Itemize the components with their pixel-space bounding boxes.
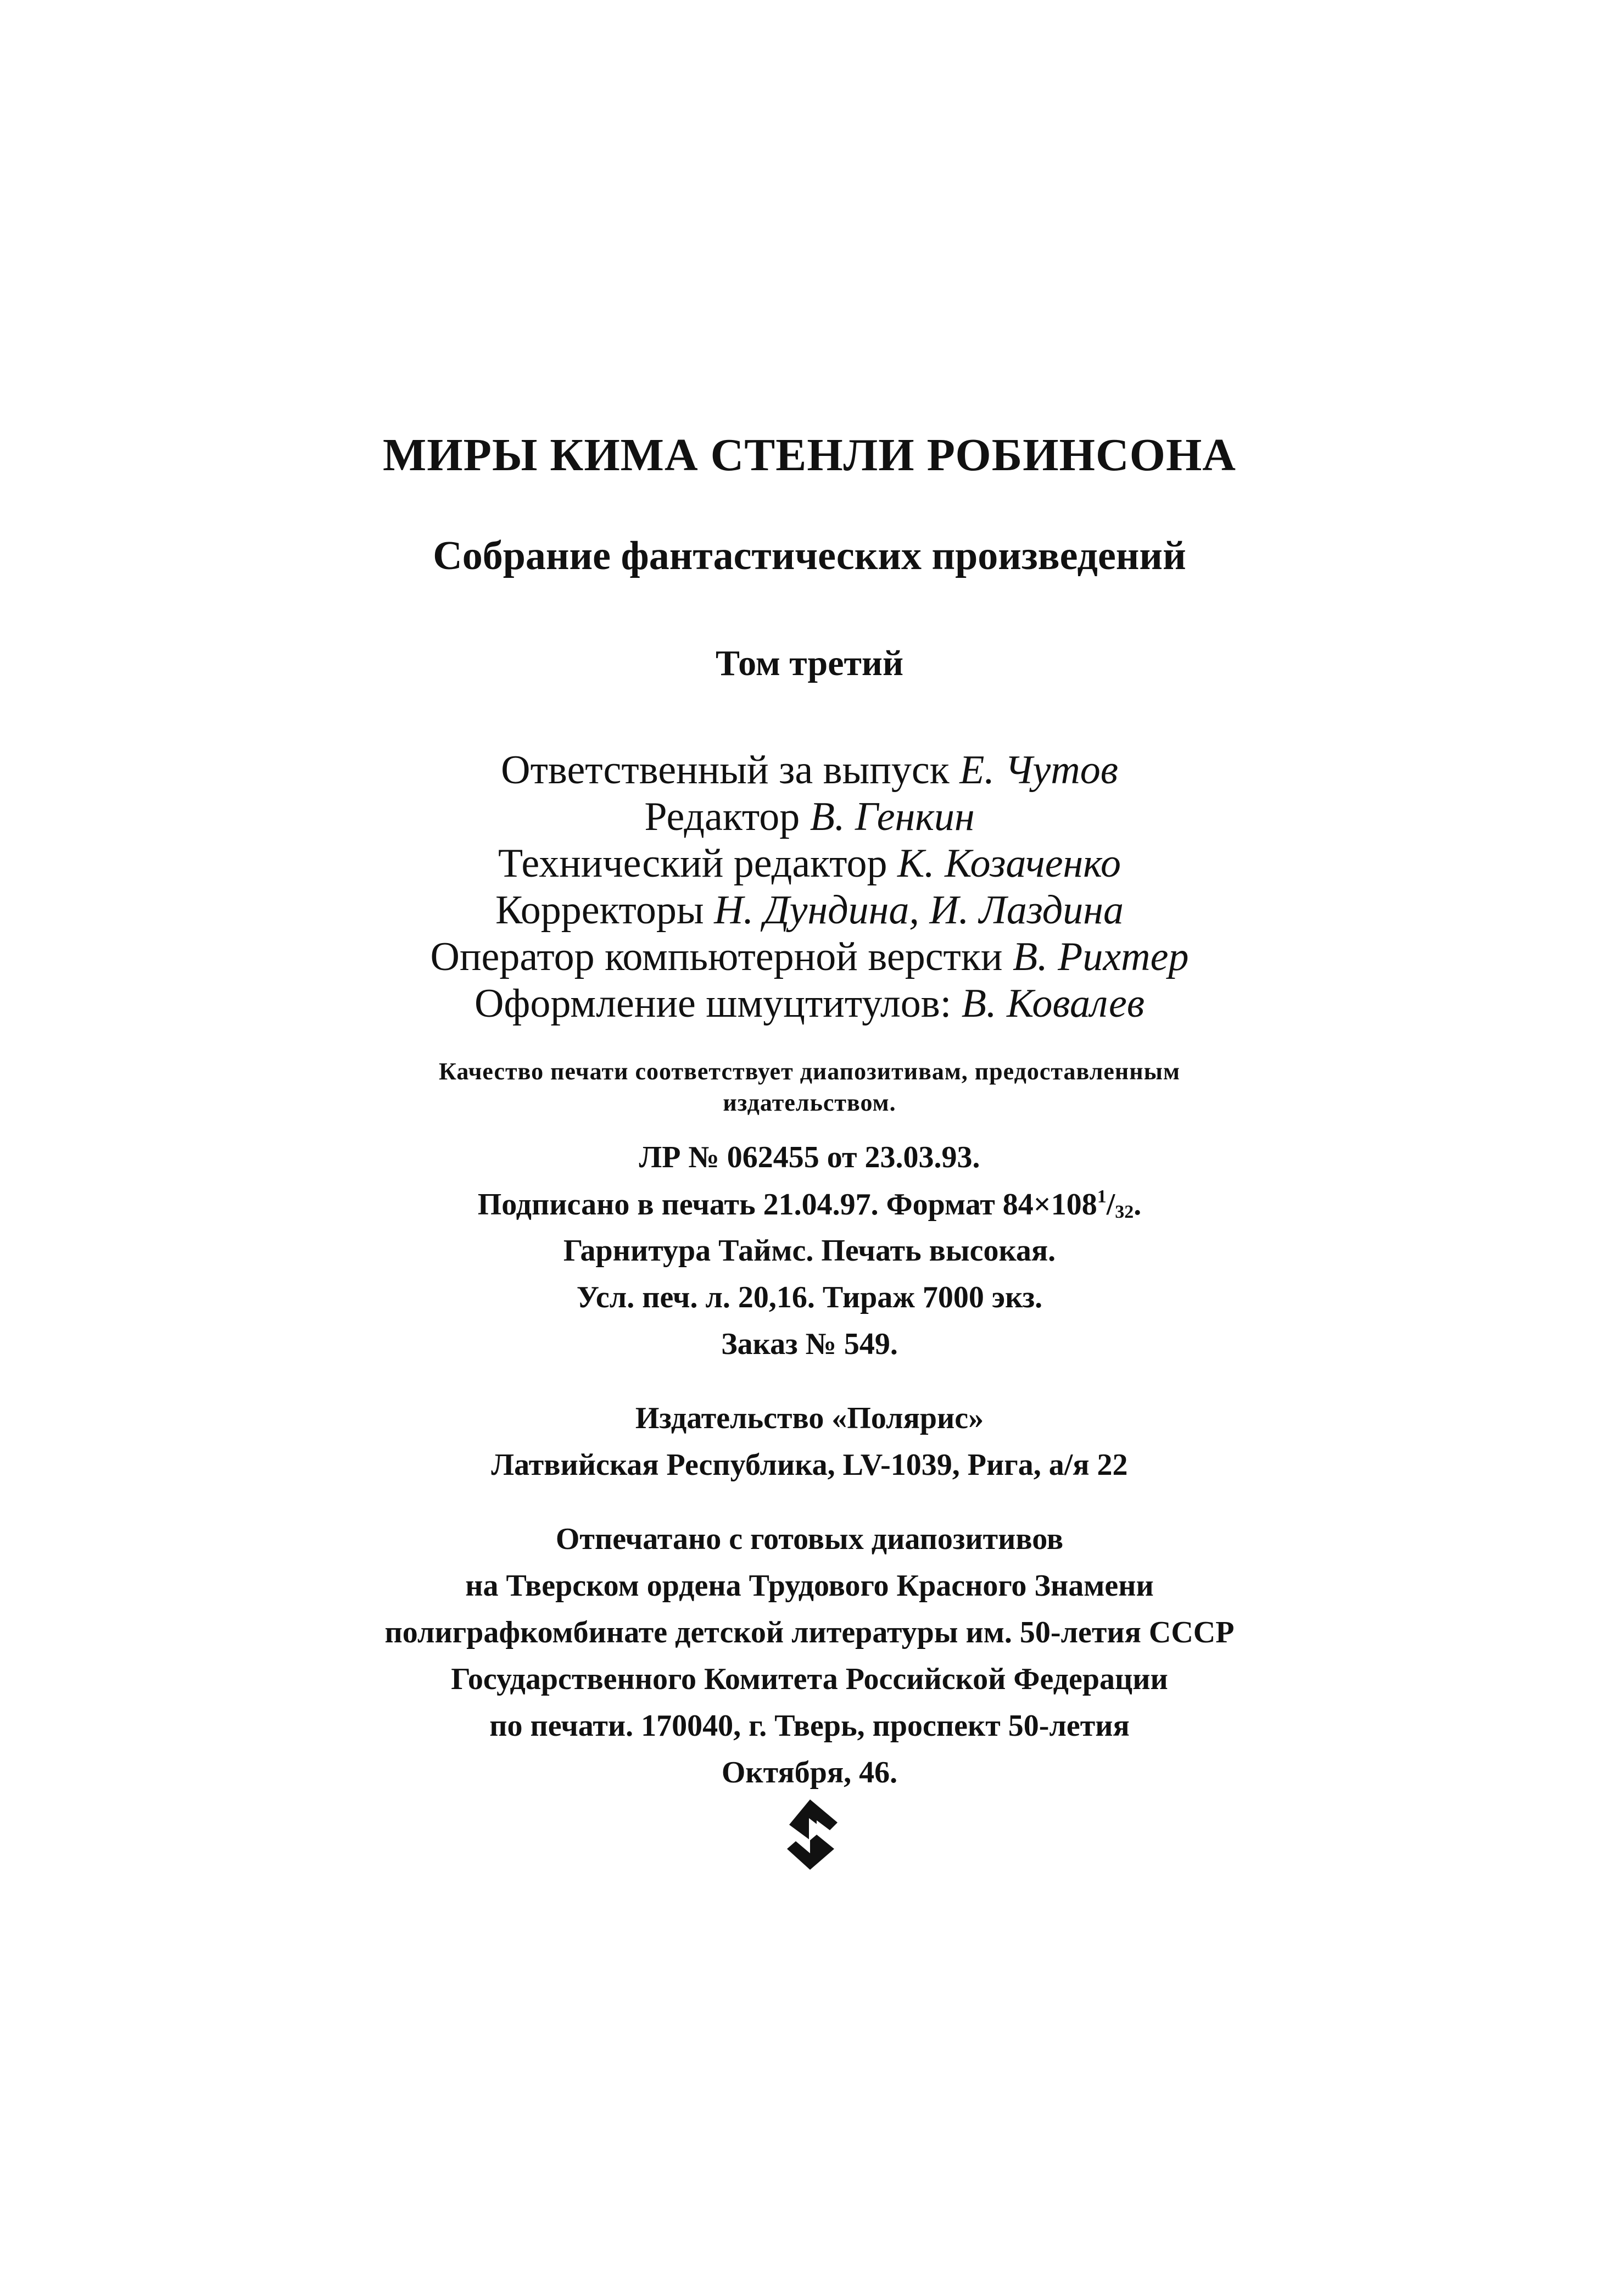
license-line: ЛР № 062455 от 23.03.93. — [639, 1140, 980, 1174]
book-subtitle: Собрание фантастических произведений — [433, 533, 1186, 578]
credit-role: Ответственный за выпуск — [501, 748, 950, 793]
credit-name: В. Ковалев — [961, 981, 1145, 1026]
printer-line: полиграфкомбинате детской литературы им. 50-летия СССР — [384, 1615, 1235, 1649]
credit-name: Е. Чутов — [959, 748, 1118, 793]
format-subscript: 32 — [1115, 1202, 1134, 1222]
credit-role: Оформление шмуцтитулов: — [474, 981, 952, 1026]
credit-line — [0, 980, 1619, 1027]
credit-line — [0, 887, 1619, 934]
credit-name: В. Генкин — [810, 794, 975, 839]
signed-format-line — [0, 1186, 1619, 1223]
volume-label: Том третий — [716, 643, 903, 683]
credit-role: Оператор компьютерной верстки — [430, 934, 1003, 979]
credit-line — [0, 840, 1619, 887]
quality-note-line: издательством. — [723, 1089, 896, 1116]
format-end: . — [1134, 1188, 1142, 1222]
credit-role: Редактор — [644, 794, 800, 839]
signed-text: Подписано в печать 21.04.97. Формат 84×108 — [477, 1188, 1097, 1222]
credit-role: Технический редактор — [498, 841, 887, 886]
publisher-name: Издательство «Полярис» — [635, 1401, 984, 1435]
printer-line: Отпечатано с готовых диапозитивов — [555, 1522, 1064, 1556]
credit-line — [0, 934, 1619, 980]
publisher-address: Латвийская Республика, LV-1039, Рига, а/я 22 — [491, 1448, 1128, 1482]
print-run-line: Усл. печ. л. 20,16. Тираж 7000 экз. — [576, 1280, 1043, 1314]
quality-note-line: Качество печати соответствует диапозитивам, предоставленным — [439, 1058, 1180, 1085]
credit-name: Н. Дундина, И. Лаздина — [714, 888, 1124, 933]
credit-line — [0, 747, 1619, 794]
credit-name: К. Козаченко — [897, 841, 1121, 886]
printer-line: на Тверском ордена Трудового Красного Знамени — [465, 1569, 1154, 1603]
credit-role: Корректоры — [495, 888, 704, 933]
credit-name: В. Рихтер — [1012, 934, 1189, 979]
credit-line — [0, 794, 1619, 840]
format-superscript: 1 — [1097, 1186, 1107, 1207]
book-title: МИРЫ КИМА СТЕНЛИ РОБИНСОНА — [383, 430, 1236, 481]
printer-line: Октября, 46. — [721, 1756, 898, 1790]
format-separator: / — [1106, 1188, 1115, 1222]
order-line: Заказ № 549. — [721, 1327, 898, 1361]
printer-line: Государственного Комитета Российской Федерации — [451, 1662, 1168, 1696]
typeface-line: Гарнитура Таймс. Печать высокая. — [563, 1234, 1056, 1268]
printer-mark-icon — [777, 1796, 843, 1873]
printer-line: по печати. 170040, г. Тверь, проспект 50-летия — [489, 1709, 1130, 1743]
